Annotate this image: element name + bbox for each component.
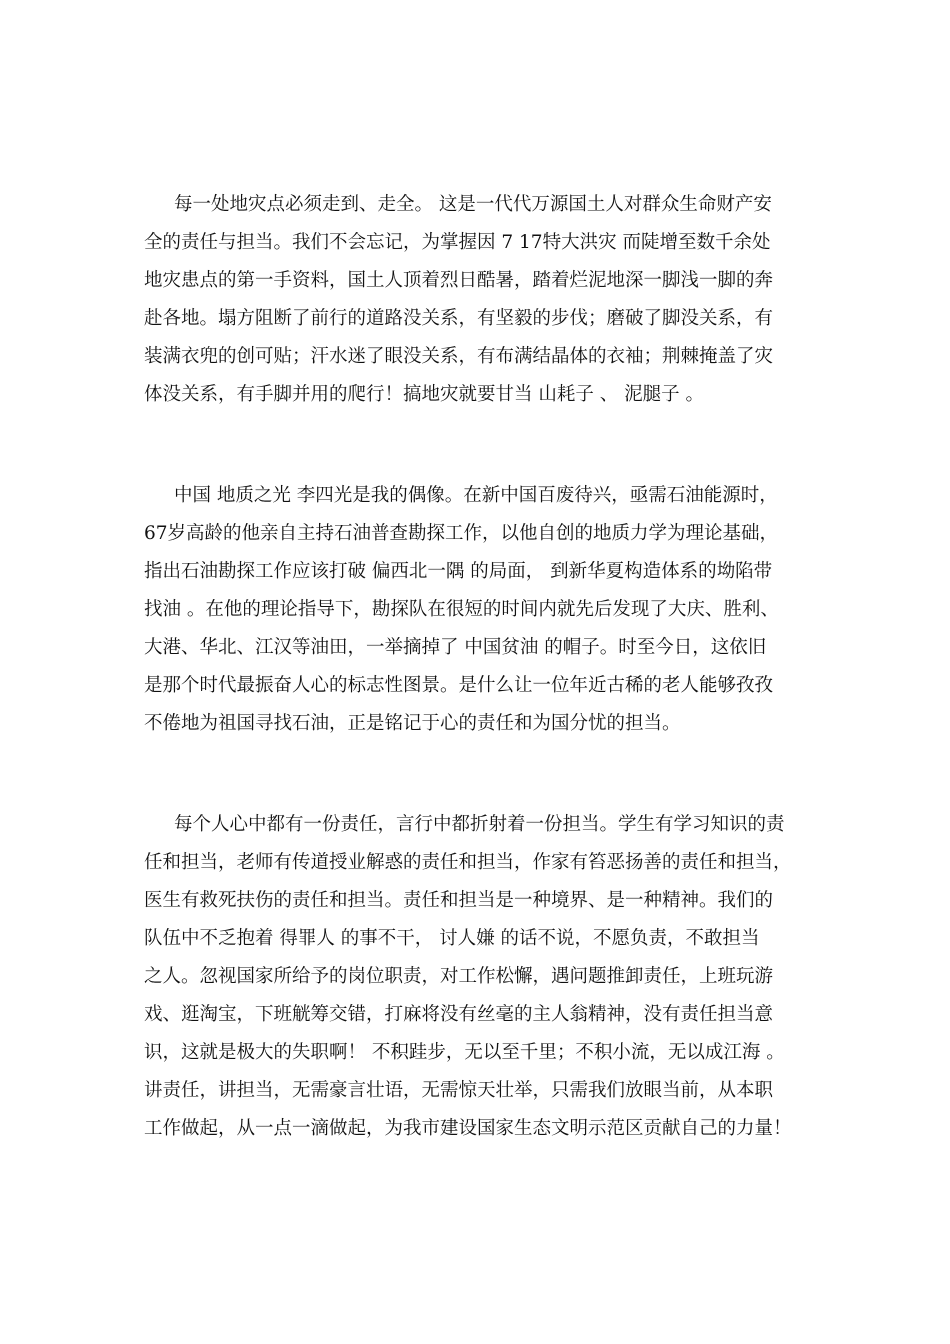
paragraph-line: 找油 。在他的理论指导下，勘探队在很短的时间内就先后发现了大庆、胜利、 (144, 599, 779, 620)
paragraph-line: 戏、逛淘宝，下班觥筹交错，打麻将没有丝毫的主人翁精神，没有责任担当意 (144, 1004, 774, 1025)
paragraph-line: 队伍中不乏抱着 得罪人 的事不干， 讨人嫌 的话不说，不愿负责，不敢担当 (144, 928, 760, 949)
paragraph-line: 装满衣兜的创可贴；汗水迷了眼没关系，有布满结晶体的衣袖；荆棘掩盖了灾 (144, 346, 774, 367)
paragraph-line: 每个人心中都有一份责任，言行中都折射着一份担当。学生有学习知识的责 (174, 814, 785, 835)
paragraph-line: 每一处地灾点必须走到、走全。 这是一代代万源国土人对群众生命财产安 (174, 194, 772, 215)
paragraph-line: 地灾患点的第一手资料，国土人顶着烈日酷暑，踏着烂泥地深一脚浅一脚的奔 (144, 270, 774, 291)
paragraph-line: 全的责任与担当。我们不会忘记，为掌握因 7 17特大洪灾 而陡增至数千余处 (144, 232, 771, 253)
paragraph-line: 不倦地为祖国寻找石油，正是铭记于心的责任和为国分忧的担当。 (144, 713, 681, 734)
paragraph-line: 是那个时代最振奋人心的标志性图景。是什么让一位年近古稀的老人能够孜孜 (144, 675, 774, 696)
paragraph-line: 指出石油勘探工作应该打破 偏西北一隅 的局面， 到新华夏构造体系的坳陷带 (144, 561, 773, 582)
paragraph-li-siguang (144, 477, 808, 743)
paragraph-line: 任和担当，老师有传道授业解惑的责任和担当，作家有笞恶扬善的责任和担当， (144, 852, 792, 873)
paragraph-line: 67岁高龄的他亲自主持石油普查勘探工作，以他自创的地质力学为理论基础， (144, 523, 779, 544)
paragraph-line: 识，这就是极大的失职啊！ 不积跬步，无以至千里；不积小流，无以成江海 。 (144, 1042, 785, 1063)
paragraph-line: 之人。忽视国家所给予的岗位职责，对工作松懈，遇问题推卸责任，上班玩游 (144, 966, 774, 987)
paragraph-line: 大港、华北、江汉等油田，一举摘掉了 中国贫油 的帽子。时至今日，这依旧 (144, 637, 767, 658)
paragraph-line: 医生有救死扶伤的责任和担当。责任和担当是一种境界、是一种精神。我们的 (144, 890, 774, 911)
paragraph-line: 中国 地质之光 李四光是我的偶像。在新中国百废待兴，亟需石油能源时， (174, 485, 778, 506)
paragraph-line: 讲责任，讲担当，无需豪言壮语，无需惊天壮举，只需我们放眼当前，从本职 (144, 1080, 774, 1101)
paragraph-line: 赴各地。塌方阻断了前行的道路没关系，有坚毅的步伐；磨破了脚没关系，有 (144, 308, 774, 329)
paragraph-responsibility (144, 806, 808, 1148)
paragraph-line: 工作做起，从一点一滴做起，为我市建设国家生态文明示范区贡献自己的力量！ (144, 1118, 792, 1139)
paragraph-line: 体没关系，有手脚并用的爬行！搞地灾就要甘当 山耗子 、 泥腿子 。 (144, 384, 705, 405)
paragraph-geological-hazard (144, 186, 808, 414)
